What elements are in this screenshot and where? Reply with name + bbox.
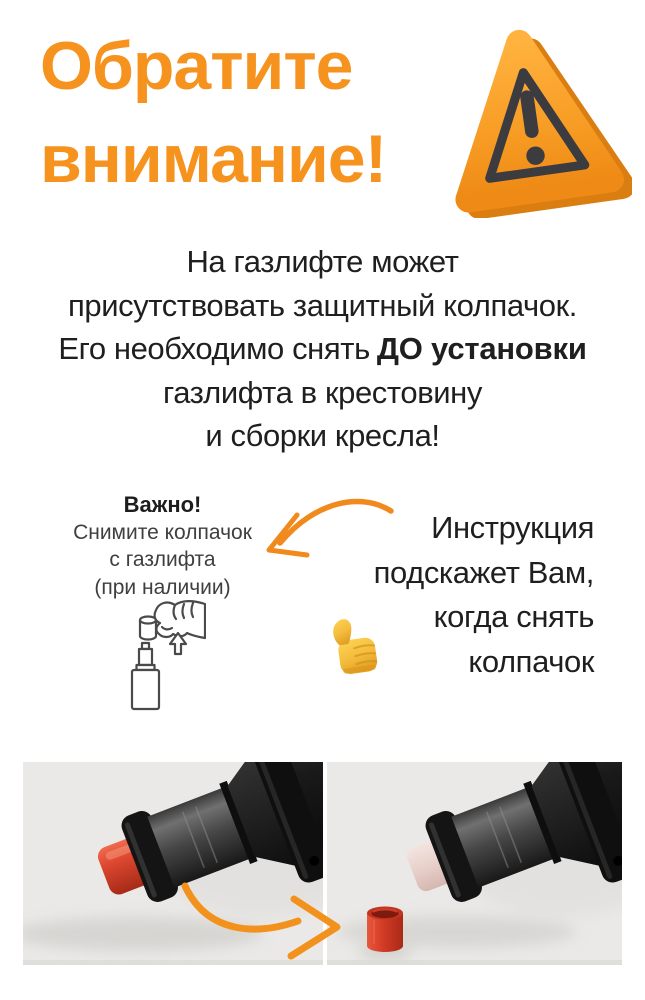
curved-arrow-right-icon <box>150 863 360 968</box>
photo-gas-lift-cap-removed <box>327 762 622 965</box>
gas-lift-uncapped-illustration <box>327 762 622 965</box>
title-line-1: Обратите <box>40 28 353 104</box>
important-line-3: (при наличии) <box>94 575 231 599</box>
important-line-1: Снимите колпачок <box>73 520 252 544</box>
important-title: Важно! <box>123 492 202 517</box>
instruction-line-1: Инструкция <box>431 510 594 545</box>
notice-line-3-regular: Его необходимо снять <box>58 331 370 366</box>
instruction-line-4: колпачок <box>468 643 594 679</box>
notice-line-3 <box>0 327 645 371</box>
notice-line-1: На газлифте может <box>186 244 459 279</box>
notice-text <box>0 240 645 458</box>
instruction-line-3: когда снять <box>433 599 594 634</box>
notice-line-5: и сборки кресла! <box>205 418 440 453</box>
title-line-2: внимание! <box>40 121 387 197</box>
hand-removing-cap-icon <box>118 597 206 712</box>
notice-line-3-bold: ДО установки <box>376 331 587 366</box>
notice-line-2: присутствовать защитный колпачок. <box>68 287 577 323</box>
page-title <box>40 20 460 206</box>
warning-triangle-icon <box>430 20 632 218</box>
important-line-2: с газлифта <box>109 548 216 571</box>
notice-line-4: газлифта в крестовину <box>162 374 483 410</box>
thumbs-up-icon <box>326 612 388 682</box>
instruction-line-2: подскажет Вам, <box>373 554 594 590</box>
